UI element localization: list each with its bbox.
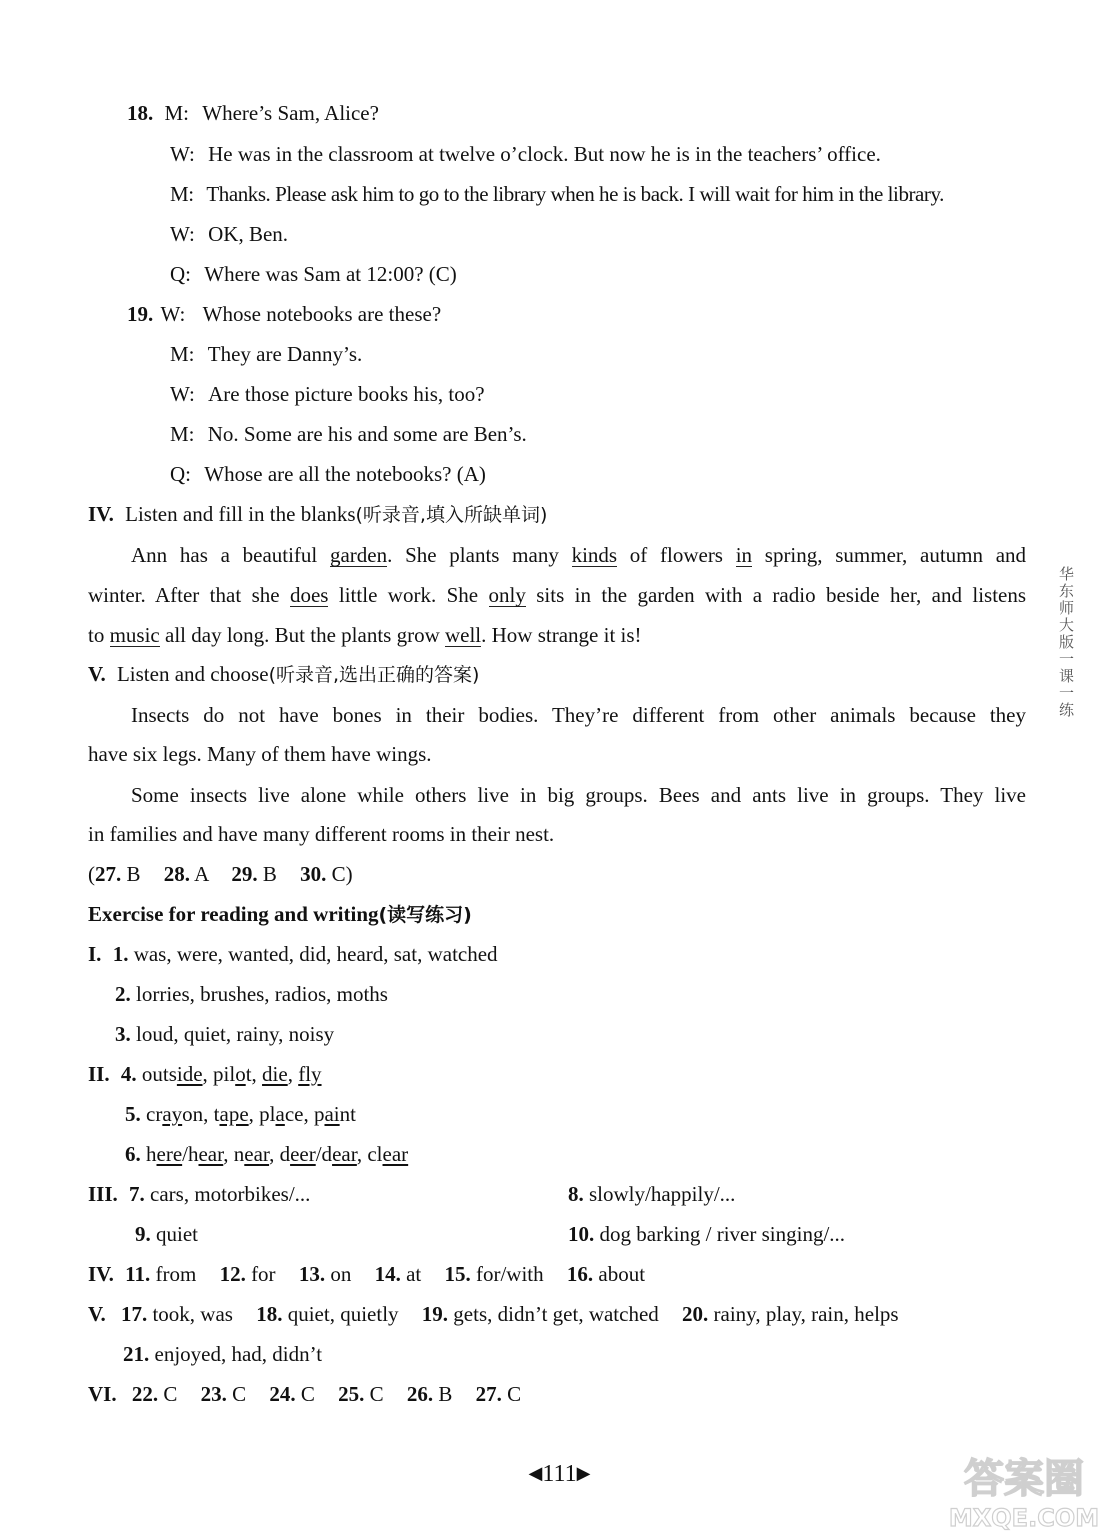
item-answer: for: [251, 1262, 276, 1286]
speaker-label: W:: [160, 302, 186, 326]
answer-item: [299, 1262, 352, 1286]
item-number: 18.: [256, 1302, 283, 1326]
answer-item: [88, 862, 141, 886]
answer-item: [407, 1382, 453, 1406]
item-answer: cars, motorbikes/...: [150, 1182, 311, 1206]
passage-line-1: [131, 542, 1026, 568]
item-answer: on: [330, 1262, 352, 1286]
rw-iii-item-10: [568, 1221, 845, 1247]
answer-value: B: [262, 862, 277, 886]
underlined-sound: ape: [219, 1102, 249, 1126]
q18-number: 18.: [127, 101, 154, 125]
answer-value: C): [331, 862, 353, 886]
word-part: t,: [245, 1062, 263, 1086]
reading-writing-heading: [88, 901, 472, 928]
q18-line-2: [170, 141, 881, 167]
answer-blank: kinds: [571, 543, 618, 567]
word-part: , d: [269, 1142, 291, 1166]
dialogue-text: Are those picture books his, too?: [208, 382, 485, 406]
item-answer: from: [155, 1262, 197, 1286]
item-number: 9.: [135, 1222, 151, 1246]
underlined-sound: die: [262, 1062, 288, 1086]
item-answer: dog barking / river singing/...: [599, 1222, 846, 1246]
watermark-text-top: 答案圈: [964, 1456, 1084, 1502]
right-triangle-icon: ▶: [576, 1463, 591, 1483]
item-number: 13.: [298, 1262, 326, 1286]
answer-item: [422, 1302, 659, 1326]
answer-blank: music: [109, 623, 160, 647]
passage-text: to: [88, 623, 105, 647]
word-part: , pl: [248, 1102, 276, 1126]
item-answer: was, were, wanted, did, heard, sat, watched: [133, 942, 498, 966]
item-number: 2.: [115, 982, 131, 1006]
answer-blank: does: [289, 583, 329, 607]
answer-item: [164, 862, 208, 886]
section-number: III.: [88, 1182, 118, 1206]
word-part: ce, p: [284, 1102, 325, 1126]
word-part: /h: [182, 1142, 199, 1166]
answer-value: B: [126, 862, 141, 886]
item-number: 24.: [269, 1382, 296, 1406]
answer-item: [269, 1382, 315, 1406]
item-number: 11.: [125, 1262, 151, 1286]
speaker-label: M:: [170, 182, 194, 206]
underlined-sound: ide: [176, 1062, 203, 1086]
dialogue-text: Where’s Sam, Alice?: [202, 101, 379, 125]
dialogue-text: Whose notebooks are these?: [202, 302, 442, 326]
answer-item: [132, 1382, 178, 1406]
bracket: (: [88, 862, 95, 886]
item-answer: C: [369, 1382, 384, 1406]
rw-iv-answers: [88, 1261, 645, 1287]
q19-line-3: [170, 381, 485, 407]
passage-line-2: [88, 582, 1026, 608]
word-part: on, t: [182, 1102, 220, 1126]
item-number: 15.: [444, 1262, 471, 1286]
insects-para-1-line-1: Insects do not have bones in their bodies. They’re different from other animals because they: [131, 703, 1026, 727]
underlined-sound: eer: [290, 1142, 316, 1166]
word-part: ,: [287, 1062, 299, 1086]
item-number: 1.: [112, 942, 129, 966]
passage-text: spring, summer, autumn and: [764, 543, 1027, 567]
rw-i-item-3: [115, 1021, 334, 1047]
watermark-logo: [936, 1448, 1112, 1532]
item-number: 19.: [421, 1302, 449, 1326]
dialogue-text: Where was Sam at 12:00? (C): [204, 262, 457, 286]
underlined-sound: ear: [382, 1142, 409, 1166]
passage-text: . She plants many: [387, 543, 559, 567]
item-number: 5.: [125, 1102, 141, 1126]
word-part: , n: [223, 1142, 245, 1166]
page-number-text: 111: [542, 1461, 577, 1487]
dialogue-text: Thanks. Please ask him to go to the library when he is back. I will wait for him in the library.: [206, 182, 944, 206]
answer-item: [201, 1382, 247, 1406]
item-answer: for/with: [475, 1262, 544, 1286]
word-part: cr: [146, 1102, 163, 1126]
speaker-label: M:: [170, 342, 195, 366]
item-number: 21.: [123, 1342, 150, 1366]
item-answer: [142, 1062, 322, 1086]
word-part: , cl: [356, 1142, 383, 1166]
item-number: 26.: [406, 1382, 434, 1406]
listening-answers: [88, 861, 353, 887]
q18-line-1: [127, 100, 379, 126]
answer-value: A: [194, 862, 209, 886]
item-number: 22.: [131, 1382, 159, 1406]
section-title-cn: (读写练习): [378, 904, 472, 926]
item-answer: [146, 1102, 356, 1126]
item-number: 20.: [682, 1302, 709, 1326]
insects-para-1-line-2: have six legs. Many of them have wings.: [88, 742, 432, 766]
section-title: Exercise for reading and writing: [88, 902, 379, 926]
dialogue-text: They are Danny’s.: [207, 342, 363, 366]
item-number: 7.: [129, 1182, 145, 1206]
section-number: IV.: [88, 502, 114, 526]
q19-line-5: [170, 461, 486, 487]
watermark-text-bottom: MXQE.COM: [948, 1504, 1100, 1532]
answer-item: [567, 1262, 645, 1286]
item-answer: C: [163, 1382, 178, 1406]
answer-item: [220, 1262, 276, 1286]
item-number: 23.: [200, 1382, 227, 1406]
item-number: 4.: [120, 1062, 137, 1086]
section-title: Listen and fill in the blanks: [125, 502, 356, 526]
item-answer: at: [406, 1262, 422, 1286]
speaker-label: W:: [170, 142, 195, 166]
item-number: 8.: [568, 1182, 584, 1206]
answer-item: [375, 1262, 422, 1286]
answer-number: 28.: [163, 862, 191, 886]
passage-text: Ann has a beautiful: [131, 543, 318, 567]
passage-text: . How strange it is!: [481, 623, 642, 647]
rw-i-item-2: [115, 981, 388, 1007]
speaker-label: Q:: [170, 262, 191, 286]
underlined-sound: o: [235, 1062, 246, 1086]
section-number: V.: [88, 1302, 106, 1326]
passage-line-3: [88, 622, 642, 648]
rw-ii-item-6: [125, 1141, 408, 1167]
item-answer: took, was: [152, 1302, 233, 1326]
item-answer: quiet: [156, 1222, 198, 1246]
dialogue-text: He was in the classroom at twelve o’clock. But now he is in the teachers’ office.: [208, 142, 881, 166]
rw-v-item-21: [123, 1341, 322, 1367]
section-title-cn: (听录音,填入所缺单词): [355, 504, 548, 526]
answer-item: [121, 1302, 233, 1326]
answer-blank: well: [444, 623, 482, 647]
item-number: 14.: [374, 1262, 401, 1286]
item-number: 6.: [125, 1142, 141, 1166]
rw-ii-item-5: [125, 1101, 356, 1127]
item-number: 12.: [219, 1262, 246, 1286]
speaker-label: M:: [164, 101, 190, 125]
section-v-heading: [88, 661, 479, 688]
item-answer: C: [232, 1382, 247, 1406]
underlined-sound: ear: [332, 1142, 357, 1166]
word-part: h: [146, 1142, 157, 1166]
answer-item: [338, 1382, 384, 1406]
passage-text: of flowers: [629, 543, 723, 567]
word-part: nt: [339, 1102, 356, 1126]
answer-blank: garden: [329, 543, 388, 567]
answer-item: [231, 862, 277, 886]
q19-line-2: [170, 341, 362, 367]
item-number: 3.: [115, 1022, 131, 1046]
item-number: 27.: [475, 1382, 502, 1406]
dialogue-text: OK, Ben.: [208, 222, 289, 246]
speaker-label: Q:: [170, 462, 191, 486]
item-answer: loud, quiet, rainy, noisy: [136, 1022, 335, 1046]
rw-iii-item-7: [88, 1181, 310, 1207]
item-answer: quiet, quietly: [287, 1302, 399, 1326]
answer-blank: in: [735, 543, 753, 567]
rw-i-item-1: [88, 941, 498, 967]
item-answer: slowly/happily/...: [589, 1182, 736, 1206]
underlined-sound: a: [275, 1102, 285, 1126]
answer-number: 29.: [231, 862, 258, 886]
item-number: 17.: [120, 1302, 148, 1326]
underlined-sound: ear: [198, 1142, 224, 1166]
dialogue-text: No. Some are his and some are Ben’s.: [207, 422, 527, 446]
speaker-label: W:: [170, 382, 195, 406]
answer-item: [444, 1262, 543, 1286]
rw-iii-item-8: [568, 1181, 735, 1207]
item-number: 10.: [568, 1222, 595, 1246]
answer-item: [476, 1382, 522, 1406]
item-answer: C: [507, 1382, 522, 1406]
item-answer: B: [438, 1382, 453, 1406]
item-number: 16.: [566, 1262, 594, 1286]
section-number: VI.: [88, 1382, 117, 1406]
section-title: Listen and choose: [116, 662, 269, 686]
section-iv-heading: [88, 501, 547, 528]
side-book-title: 华东师大版一课一练: [1057, 566, 1075, 719]
passage-text: sits in the garden with a radio beside her, and listens: [536, 583, 1027, 607]
underlined-sound: ear: [244, 1142, 270, 1166]
item-answer: about: [598, 1262, 646, 1286]
item-answer: lorries, brushes, radios, moths: [136, 982, 388, 1006]
speaker-label: M:: [170, 422, 195, 446]
word-part: outs: [141, 1062, 177, 1086]
item-answer: C: [300, 1382, 315, 1406]
insects-para-2-line-1: Some insects live alone while others live in big groups. Bees and ants live in groups. They live: [131, 783, 1026, 807]
answer-item: [682, 1302, 899, 1326]
q18-line-5: [170, 261, 457, 287]
dialogue-text: Whose are all the notebooks? (A): [204, 462, 486, 486]
answer-number: 27.: [95, 862, 122, 886]
section-number: V.: [88, 662, 106, 686]
item-answer: enjoyed, had, didn’t: [154, 1342, 323, 1366]
underlined-sound: ere: [156, 1142, 183, 1166]
answer-item: [125, 1262, 196, 1286]
word-part: , pil: [202, 1062, 236, 1086]
underlined-sound: ay: [162, 1102, 183, 1126]
q19-line-1: [127, 301, 441, 327]
underlined-sound: ai: [324, 1102, 340, 1126]
section-number: I.: [88, 942, 102, 966]
q18-line-4: [170, 221, 288, 247]
answer-blank: only: [488, 583, 526, 607]
q19-number: 19.: [127, 302, 154, 326]
item-answer: rainy, play, rain, helps: [713, 1302, 899, 1326]
rw-vi-answers: [88, 1381, 521, 1407]
left-triangle-icon: ◀: [528, 1463, 543, 1483]
answer-item: [300, 862, 353, 886]
underlined-sound: fly: [298, 1062, 322, 1086]
item-answer: [146, 1142, 408, 1166]
rw-v-answers: [88, 1301, 899, 1327]
item-number: 25.: [338, 1382, 365, 1406]
insects-para-2-line-2: in families and have many different rooms in their nest.: [88, 822, 555, 846]
rw-iii-item-9: [135, 1221, 198, 1247]
section-title-cn: (听录音,选出正确的答案): [268, 664, 480, 686]
rw-ii-item-4: [88, 1061, 322, 1087]
passage-text: all day long. But the plants grow: [165, 623, 440, 647]
word-part: /d: [315, 1142, 333, 1166]
section-number: IV.: [88, 1262, 114, 1286]
q19-line-4: [170, 421, 527, 447]
q18-line-3: [170, 181, 944, 207]
section-number: II.: [88, 1062, 110, 1086]
passage-text: little work. She: [338, 583, 479, 607]
speaker-label: W:: [170, 222, 195, 246]
item-answer: gets, didn’t get, watched: [453, 1302, 659, 1326]
passage-text: winter. After that she: [88, 583, 280, 607]
answer-number: 30.: [300, 862, 327, 886]
answer-item: [256, 1302, 398, 1326]
